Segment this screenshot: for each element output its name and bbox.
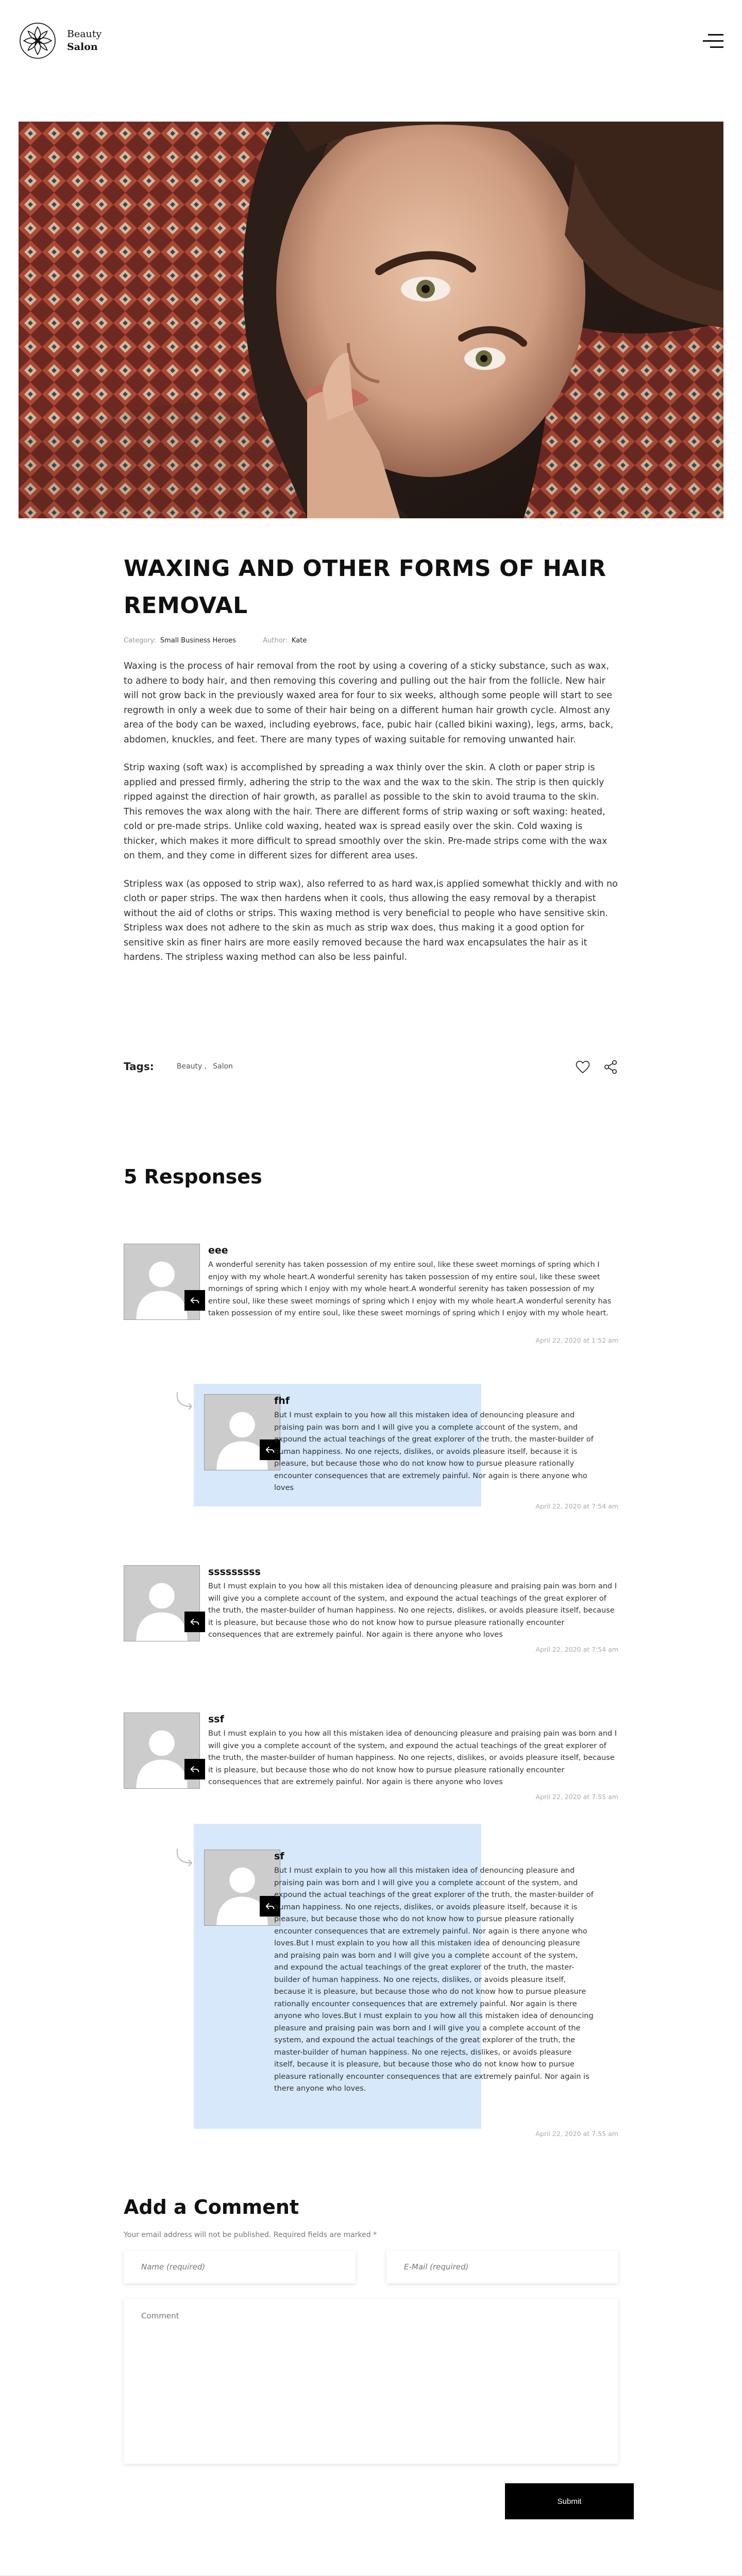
- comment-date: April 22, 2020 at 7:54 am: [535, 1502, 618, 1510]
- flower-logo-icon: [19, 22, 57, 60]
- comment-text: But I must explain to you how all this mistaken idea of denouncing pleasure and praising pain was born and I will give you a complete account of the system, and expound the actual teachings of the great explorer of the truth, the master-builder of human happiness. No one rejects, dislikes, or avoids pleasure itself, because it is pleasure, but because those who do not know how to pursue pleasure rationally encounter consequences that are extremely painful. Nor again is there anyone who loves: [208, 1582, 617, 1639]
- name-input[interactable]: [124, 2250, 356, 2283]
- article-title: WAXING AND OTHER FORMS OF HAIR REMOVAL: [124, 555, 606, 619]
- logo-line1: Beauty: [67, 28, 102, 40]
- article-meta: [124, 637, 618, 645]
- comment-form-title: Add a Comment: [124, 2196, 299, 2218]
- comment-text: A wonderful serenity has taken possession of my entire soul, like these sweet mornings of spring which I enjoy with my whole heart.A wonderful serenity has taken possession of my entire soul, like these sweet mornings of spring which I enjoy with my whole heart.A wonderful serenity has taken possession of my entire soul, like these sweet mornings of spring which I enjoy with my whole heart.A wonderful serenity has taken possession of my entire soul, like these sweet mornings of spring which I enjoy with my whole heart.: [208, 1261, 612, 1317]
- comment-text: But I must explain to you how all this mistaken idea of denouncing pleasure and praising pain was born and I will give you a complete account of the system, and expound the actual teachings of the great explorer of the truth, the master-builder of human happiness. No one rejects, dislikes, or avoids pleasure itself, because it is pleasure, but because those who do not know how to pursue pleasure rationally encounter consequences that are extremely painful. Nor again is there anyone who loves.But I must explain to you how all this mistaken idea of denouncing pleasure and praising pain was born and I will give you a complete account of the system, and expound the actual teachings of the great explorer of the truth, the master-builder of human happiness. No one rejects, dislikes, or avoids pleasure itself, because it is pleasure, but because those who do not know how to pursue pleasure rationally encounter consequences that are extremely painful. Nor again is there anyone who loves.But I must explain to you how all this mistaken idea of denouncing pleasure and praising pain was born and I will give you a complete account of the system, and expound the actual teachings of the great explorer of the truth, the master-builder of human happiness. No one rejects, dislikes, or avoids pleasure itself, because it is pleasure, but because those who do not know how to pursue pleasure rationally encounter consequences that are extremely painful. Nor again is there anyone who loves.: [274, 1867, 594, 2093]
- heart-icon[interactable]: [575, 1059, 591, 1075]
- comment-author: eee: [208, 1245, 228, 1256]
- comment-item: [124, 1565, 618, 1658]
- reply-button[interactable]: [184, 1612, 205, 1632]
- tag-link[interactable]: Beauty ,: [176, 1062, 207, 1071]
- reply-hook-icon: [175, 1848, 194, 1868]
- reply-arrow-icon: [189, 1295, 200, 1306]
- reply-button[interactable]: [184, 1290, 205, 1311]
- woman-portrait-illustration: [19, 122, 723, 518]
- comment-textarea[interactable]: [124, 2299, 618, 2464]
- comment-author: sf: [274, 1851, 284, 1862]
- comment-date: April 22, 2020 at 1:52 am: [535, 1336, 618, 1344]
- hero-image: [19, 122, 723, 518]
- tags-row: [124, 1056, 618, 1077]
- responses-title: 5 Responses: [124, 1165, 262, 1188]
- site-header: [0, 0, 742, 82]
- reply-arrow-icon: [189, 1764, 200, 1775]
- tags-label: Tags:: [124, 1060, 154, 1073]
- tag-link[interactable]: Salon: [213, 1062, 233, 1071]
- article-paragraph: Stripless wax (as opposed to strip wax), also referred to as hard wax,is applied somewhat thickly and with no cloth or paper strips. The wax then hardens when it cools, thus allowing the easy removal by a therapist without the aid of cloths or strips. This waxing method is very beneficial to people who have sensitive skin. Stripless wax does not adhere to the skin as much as strip wax does, thus making it a good option for sensitive skin as finer hairs are more easily removed because the hard wax encapsulates the hair as it hardens. The stripless waxing method can also be less painful.: [124, 878, 618, 962]
- comment-text: But I must explain to you how all this mistaken idea of denouncing pleasure and praising pain was born and I will give you a complete account of the system, and expound the actual teachings of the great explorer of the truth, the master-builder of human happiness. No one rejects, dislikes, or avoids pleasure itself, because it is pleasure, but because those who do not know how to pursue pleasure rationally encounter consequences that are extremely painful. Nor again is there anyone who loves: [274, 1411, 594, 1492]
- comment-date: April 22, 2020 at 7:55 am: [535, 2130, 618, 2138]
- comment-author: fhf: [274, 1395, 290, 1406]
- article-paragraph: Strip waxing (soft wax) is accomplished by spreading a wax thinly over the skin. A cloth or paper strip is applied and pressed firmly, adhering the strip to the wax and the wax to the skin. The strip is then quickly ripped against the direction of hair growth, as parallel as possible to the skin to avoid trauma to the skin. This removes the wax along with the hair. There are different forms of strip waxing or soft waxing: heated, cold or pre-made strips. Unlike cold waxing, heated wax is spread easily over the skin. Cold waxing is thicker, which makes it more difficult to spread smoothly over the skin. Pre-made strips come with the wax on them, and they come in different sizes for different area uses.: [124, 762, 608, 861]
- author-link[interactable]: Kate: [292, 637, 307, 645]
- category-link[interactable]: Small Business Heroes: [160, 637, 237, 645]
- submit-button[interactable]: Submit: [505, 2483, 634, 2519]
- logo-line2: Salon: [67, 41, 98, 53]
- email-input[interactable]: [386, 2250, 618, 2283]
- reply-hook-icon: [175, 1391, 194, 1412]
- comment-item: [124, 1244, 618, 1347]
- comment-author: ssf: [208, 1714, 224, 1725]
- comment-date: April 22, 2020 at 7:54 am: [535, 1646, 618, 1653]
- share-icon[interactable]: [603, 1059, 618, 1075]
- comment-item: [124, 1713, 618, 1805]
- comment-form-note: Your email address will not be published. Required fields are marked *: [124, 2231, 377, 2239]
- author-label: Author:: [263, 637, 288, 645]
- article-paragraph: Waxing is the process of hair removal from the root by using a covering of a sticky substance, such as wax, to adhere to body hair, and then removing this covering and pulling out the hair from the follicle. New hair will not grow back in the previously waxed area for four to six weeks, although some people will start to see regrowth in only a week due to some of their hair being on a different human hair growth cycle. Almost any area of the body can be waxed, including eyebrows, face, pubic hair (called bikini waxing), legs, arms, back, abdomen, knuckles, and feet. There are many types of waxing suitable for removing unwanted hair.: [124, 661, 614, 745]
- reply-arrow-icon: [189, 1616, 200, 1628]
- hamburger-menu-icon[interactable]: [703, 31, 723, 52]
- comment-date: April 22, 2020 at 7:55 am: [535, 1793, 618, 1801]
- site-logo[interactable]: [19, 22, 102, 60]
- article: [124, 550, 618, 965]
- comment-author: sssssssss: [208, 1566, 261, 1578]
- comment-text: But I must explain to you how all this mistaken idea of denouncing pleasure and praising pain was born and I will give you a complete account of the system, and expound the actual teachings of the great explorer of the truth, the master-builder of human happiness. No one rejects, dislikes, or avoids pleasure itself, because it is pleasure, but because those who do not know how to pursue pleasure rationally encounter consequences that are extremely painful. Nor again is there anyone who loves: [208, 1730, 617, 1786]
- reply-button[interactable]: [184, 1759, 205, 1780]
- comment-item-reply: [175, 1824, 618, 2143]
- comment-item-reply: [175, 1384, 618, 1513]
- category-label: Category:: [124, 637, 156, 645]
